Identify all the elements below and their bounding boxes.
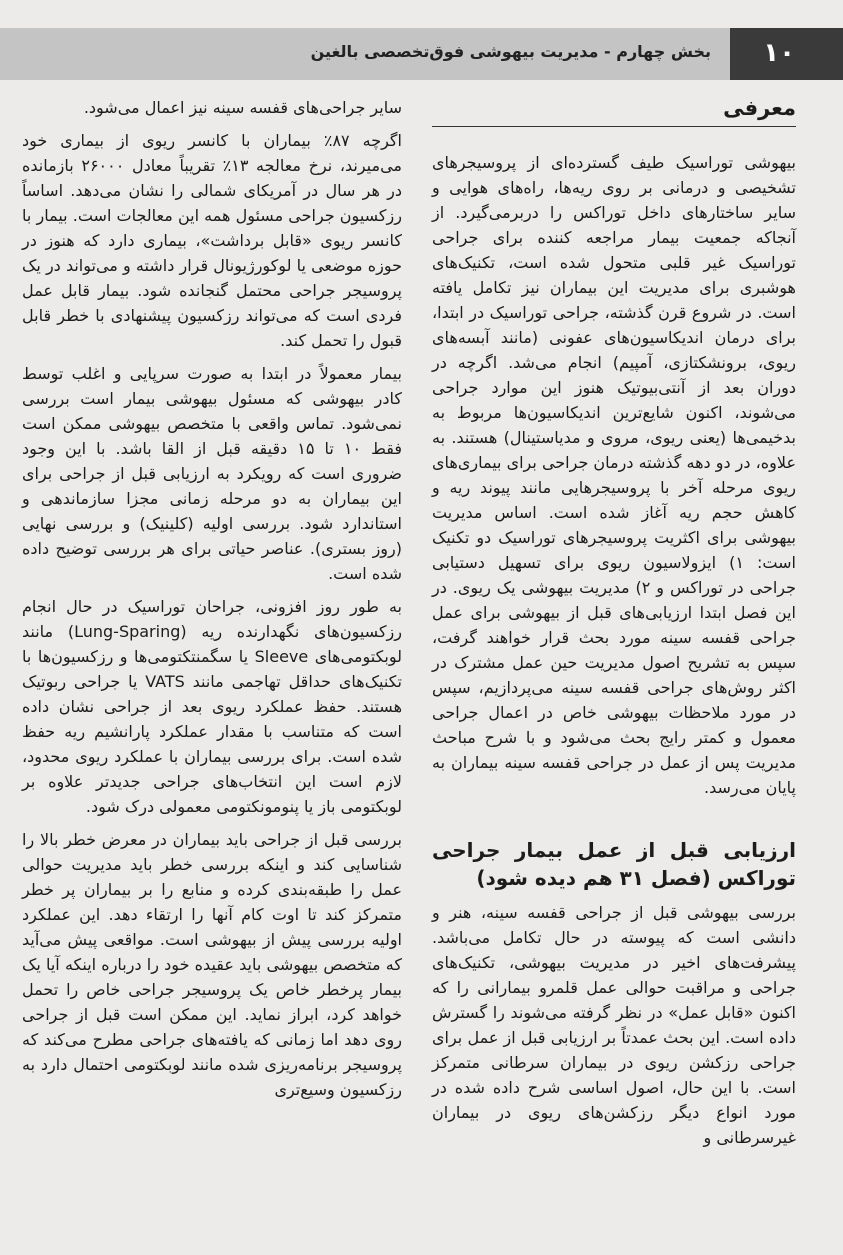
- subheading: ارزیابی قبل از عمل بیمار جراحی توراکس (فصل ۳۱ هم دیده شود): [432, 838, 796, 890]
- paragraph-1: سایر جراحی‌های قفسه سینه نیز اعمال می‌شود.: [83, 98, 402, 117]
- page-number: ۱۰: [763, 38, 795, 68]
- right-column: [432, 150, 796, 1158]
- assessment-paragraph: بررسی بیهوشی قبل از جراحی قفسه سینه، هنر و دانشی است که پیوسته در حال تکامل می‌باشد. پیشرفت‌های اخیر در مدیریت بیهوشی، تکنیک‌های جراحی و مراقبت حوالی عمل قلمرو بیمارانی را که اکنون «قابل عمل» در نظر گرفته می‌شوند را گسترش داده است. این بحث عمدتاً بر ارزیابی قبل از عمل برای جراحی رزکشن ریوی در بیماران سرطانی متمرکز است. با این حال، اصول اساسی شرح داده شده در مورد انواع دیگر رزکشن‌های ریوی در بیماران غیرسرطانی و: [432, 903, 796, 1147]
- intro-paragraph: بیهوشی توراسیک طیف گسترده‌ای از پروسیجرهای تشخیصی و درمانی بر روی ریه‌ها، راه‌های هوایی و سایر ساختارهای داخل توراکس را دربرمی‌گیرد. از آنجاکه جمعیت بیمار مراجعه کننده برای جراحی توراسیک غیر قلبی متحول شده است، تکنیک‌های هوشبری برای مدیریت این بیماران نیز تکامل یافته است. در شروع قرن گذشته، جراحی توراسیک در ابتدا، برای درمان اندیکاسیون‌های عفونی (مانند آبسه‌های ریوی، برونشکتازی، آمپیم) انجام می‌شد. اگرچه در دوران بعد از آنتی‌بیوتیک هنوز این موارد جراحی می‌شوند، اکنون شایع‌ترین اندیکاسیون‌ها مربوط به بدخیمی‌ها (یعنی ریوی، مروی و مدیاستینال) هستند. به علاوه، در دو دهه گذشته درمان جراحی برای بیماری‌های ریوی مرحله آخر با پروسیجرهایی مانند پیوند ریه و کاهش حجم ریه آغاز شده است. اساس مدیریت بیهوشی برای اکثریت پروسیجرهای توراسیک دو تکنیک است: ۱) ایزولاسیون ریوی برای تسهیل دستیابی جراحی در توراکس و ۲) مدیریت بیهوشی یک ریوی. در این فصل ابتدا ارزیابی‌های قبل از بیهوشی برای عمل جراحی قفسه سینه مورد بحث قرار خواهند گرفت، سپس به تشریح اصول مدیریت حین عمل مشترک در اکثر روش‌های جراحی قفسه سینه می‌پردازیم، سپس در مورد ملاحظات بیهوشی خاص در اعمال جراحی معمول و کمتر رایج بحث می‌شود و با شرح مباحث مدیریت پس از عمل در جراحی قفسه سینه بیماران به پایان می‌رسد.: [432, 153, 797, 797]
- page-number-box: [730, 28, 843, 80]
- paragraph-5: بررسی قبل از جراحی باید بیماران در معرض خطر بالا را شناسایی کند و اینکه بررسی خطر باید مدیریت حوالی عمل را طبقه‌بندی کرده و منابع را بر بیماران پر خطر متمرکز کند تا اوت کام آنها را ارتقاء دهد. این عملکرد اولیه بررسی پیش از بیهوشی است. مواقعی پیش می‌آید که متخصص بیهوشی باید عقیده خود را درباره اینکه آیا یک بیمار پرخطر خاص یک پروسیجر جراحی خاص را تحمل خواهد کرد، ابراز نماید. این ممکن است قبل از جراحی روی دهد اما زمانی که یافته‌های جراحی مطرح می‌کند که پروسیجر برنامه‌ریزی شده مانند لوبکتومی احتمال دارد به رزکسیون وسیع‌تری: [22, 830, 402, 1099]
- running-header: [0, 28, 843, 80]
- paragraph-3: بیمار معمولاً در ابتدا به صورت سرپایی و اغلب توسط کادر بیهوشی که مسئول بیهوشی بیمار است بررسی نمی‌شود. تماس واقعی با متخصص بیهوشی ممکن است فقط ۱۰ تا ۱۵ دقیقه قبل از القا باشد. با این وجود ضروری است که رویکرد به ارزیابی قبل از جراحی برای این بیماران به دو مرحله زمانی مجزا سازماندهی و استاندارد شود. بررسی اولیه (کلینیک) و بررسی نهایی (روز بستری). عناصر حیاتی برای هر بررسی توضیح داده شده است.: [22, 364, 403, 583]
- paragraph-2: اگرچه ۸۷٪ بیماران با کانسر ریوی از بیماری خود می‌میرند، نرخ معالجه ۱۳٪ تقریباً معادل ۲۶۰۰۰ بازمانده در هر سال در آمریکای شمالی را نشان می‌دهد. اساساً رزکسیون جراحی مسئول همه این معالجات است. بیمار با کانسر ریوی «قابل برداشت»، بیماری دارد که هنوز در حوزه موضعی یا لوکورژیونال قرار داشته و می‌تواند در یک پروسیجر جراحی محتمل گنجانده شود. بیمار قابل عمل فردی است که می‌تواند رزکسیون پیشنهادی با خطر قابل قبول را تحمل کند.: [22, 131, 402, 350]
- section-title: معرفی: [432, 96, 796, 127]
- left-column: [22, 95, 402, 1110]
- chapter-title: بخش چهارم - مدیریت بیهوشی فوق‌تخصصی بالغین: [310, 42, 711, 61]
- paragraph-4: به طور روز افزونی، جراحان توراسیک در حال انجام رزکسیون‌های نگهدارنده ریه (Lung-Sparing) مانند لوبکتومی‌های Sleeve یا سگمنتکتومی‌ها و رزکسیون‌ها با تکنیک‌های حداقل تهاجمی مانند VATS یا جراحی ربوتیک هستند. حفظ عملکرد ریوی بعد از جراحی نشان داده است که متناسب با مقدار عملکرد پارانشیم ریه حفظ شده است. برای بررسی بیماران با عملکرد ریوی محدود، لازم است این انتخاب‌های جراحی جدیدتر علاوه بر لوبکتومی باز یا پنومونکتومی معمولی درک شود.: [22, 597, 403, 816]
